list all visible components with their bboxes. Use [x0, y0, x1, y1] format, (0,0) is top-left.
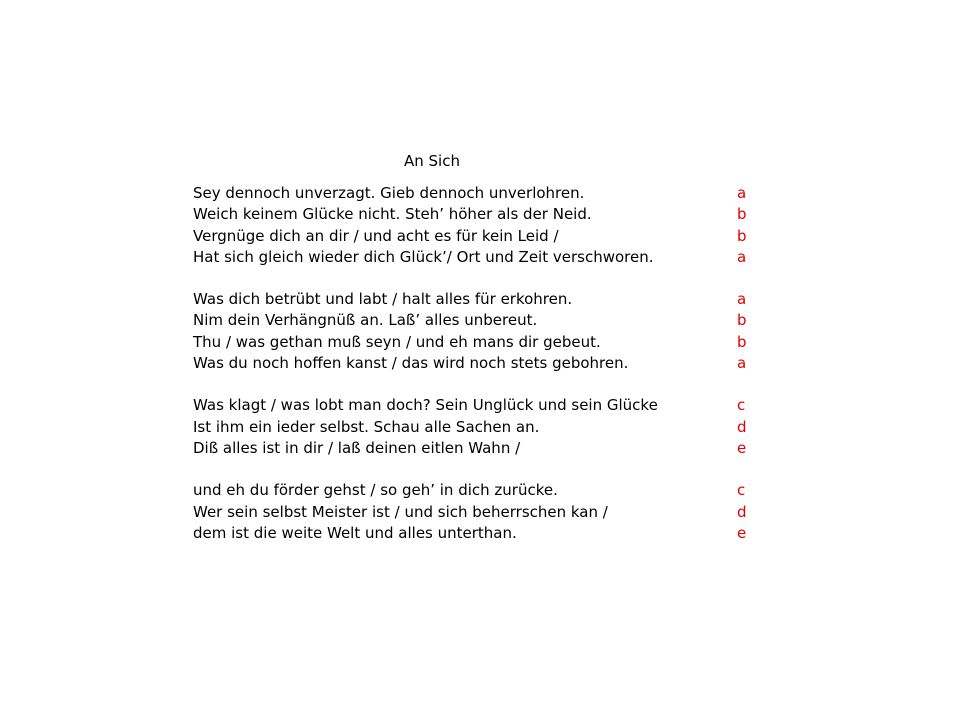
- verse-text: Thu / was gethan muß seyn / und eh mans dir gebeut.: [193, 332, 601, 351]
- verse-line: [193, 310, 763, 331]
- verse-line: [193, 226, 763, 247]
- verse-text: Diß alles ist in dir / laß deinen eitlen Wahn /: [193, 438, 521, 457]
- rhyme-letter: b: [737, 205, 747, 224]
- verse-text: Was du noch hoffen kanst / das wird noch stets gebohren.: [193, 354, 629, 373]
- rhyme-letter: a: [737, 184, 747, 202]
- rhyme-letter: a: [737, 290, 747, 309]
- verse-text: und eh du förder gehst / so geh’ in dich zurücke.: [193, 481, 558, 500]
- verse-text: Was dich betrübt und labt / halt alles für erkohren.: [193, 290, 573, 309]
- rhyme-letter: c: [737, 481, 746, 500]
- verse-text: Sey dennoch unverzagt. Gieb dennoch unverlohren.: [193, 184, 585, 202]
- verse-line: [193, 417, 763, 438]
- rhyme-letter: c: [737, 396, 746, 415]
- verse-line: [193, 353, 763, 374]
- verse-line: [193, 438, 763, 459]
- rhyme-letter: a: [737, 354, 747, 373]
- stanza-3: [193, 395, 763, 459]
- verse-text: Ist ihm ein ieder selbst. Schau alle Sachen an.: [193, 417, 540, 436]
- verse-line: [193, 204, 763, 225]
- verse-text: Was klagt / was lobt man doch? Sein Unglück und sein Glücke: [193, 396, 658, 415]
- rhyme-letter: b: [737, 332, 747, 351]
- verse-line: [193, 289, 763, 310]
- verse-line: [193, 332, 763, 353]
- verse-line: [193, 523, 763, 544]
- stanza-1: [193, 183, 763, 268]
- verse-text: dem ist die weite Welt und alles unterthan.: [193, 523, 517, 542]
- verse-text: Vergnüge dich an dir / und acht es für kein Leid /: [193, 226, 559, 245]
- verse-text: Weich keinem Glücke nicht. Steh’ höher als der Neid.: [193, 205, 592, 224]
- verse-line: [193, 247, 763, 268]
- rhyme-letter: d: [737, 417, 747, 436]
- verse-text: Hat sich gleich wieder dich Glück’/ Ort und Zeit verschworen.: [193, 247, 654, 266]
- rhyme-letter: e: [737, 438, 747, 457]
- rhyme-letter: a: [737, 247, 747, 266]
- stanza-2: [193, 289, 763, 374]
- rhyme-letter: b: [737, 311, 747, 330]
- verse-line: [193, 395, 763, 416]
- verse-line: [193, 183, 763, 204]
- rhyme-letter: b: [737, 226, 747, 245]
- verse-line: [193, 480, 763, 501]
- rhyme-letter: d: [737, 502, 747, 521]
- verse-line: [193, 502, 763, 523]
- poem-title: An Sich: [404, 152, 460, 170]
- verse-text: Nim dein Verhängnüß an. Laß’ alles unbereut.: [193, 311, 538, 330]
- verse-text: Wer sein selbst Meister ist / und sich beherrschen kan /: [193, 502, 608, 521]
- poem: [193, 151, 763, 565]
- stanza-4: [193, 480, 763, 544]
- rhyme-letter: e: [737, 523, 747, 542]
